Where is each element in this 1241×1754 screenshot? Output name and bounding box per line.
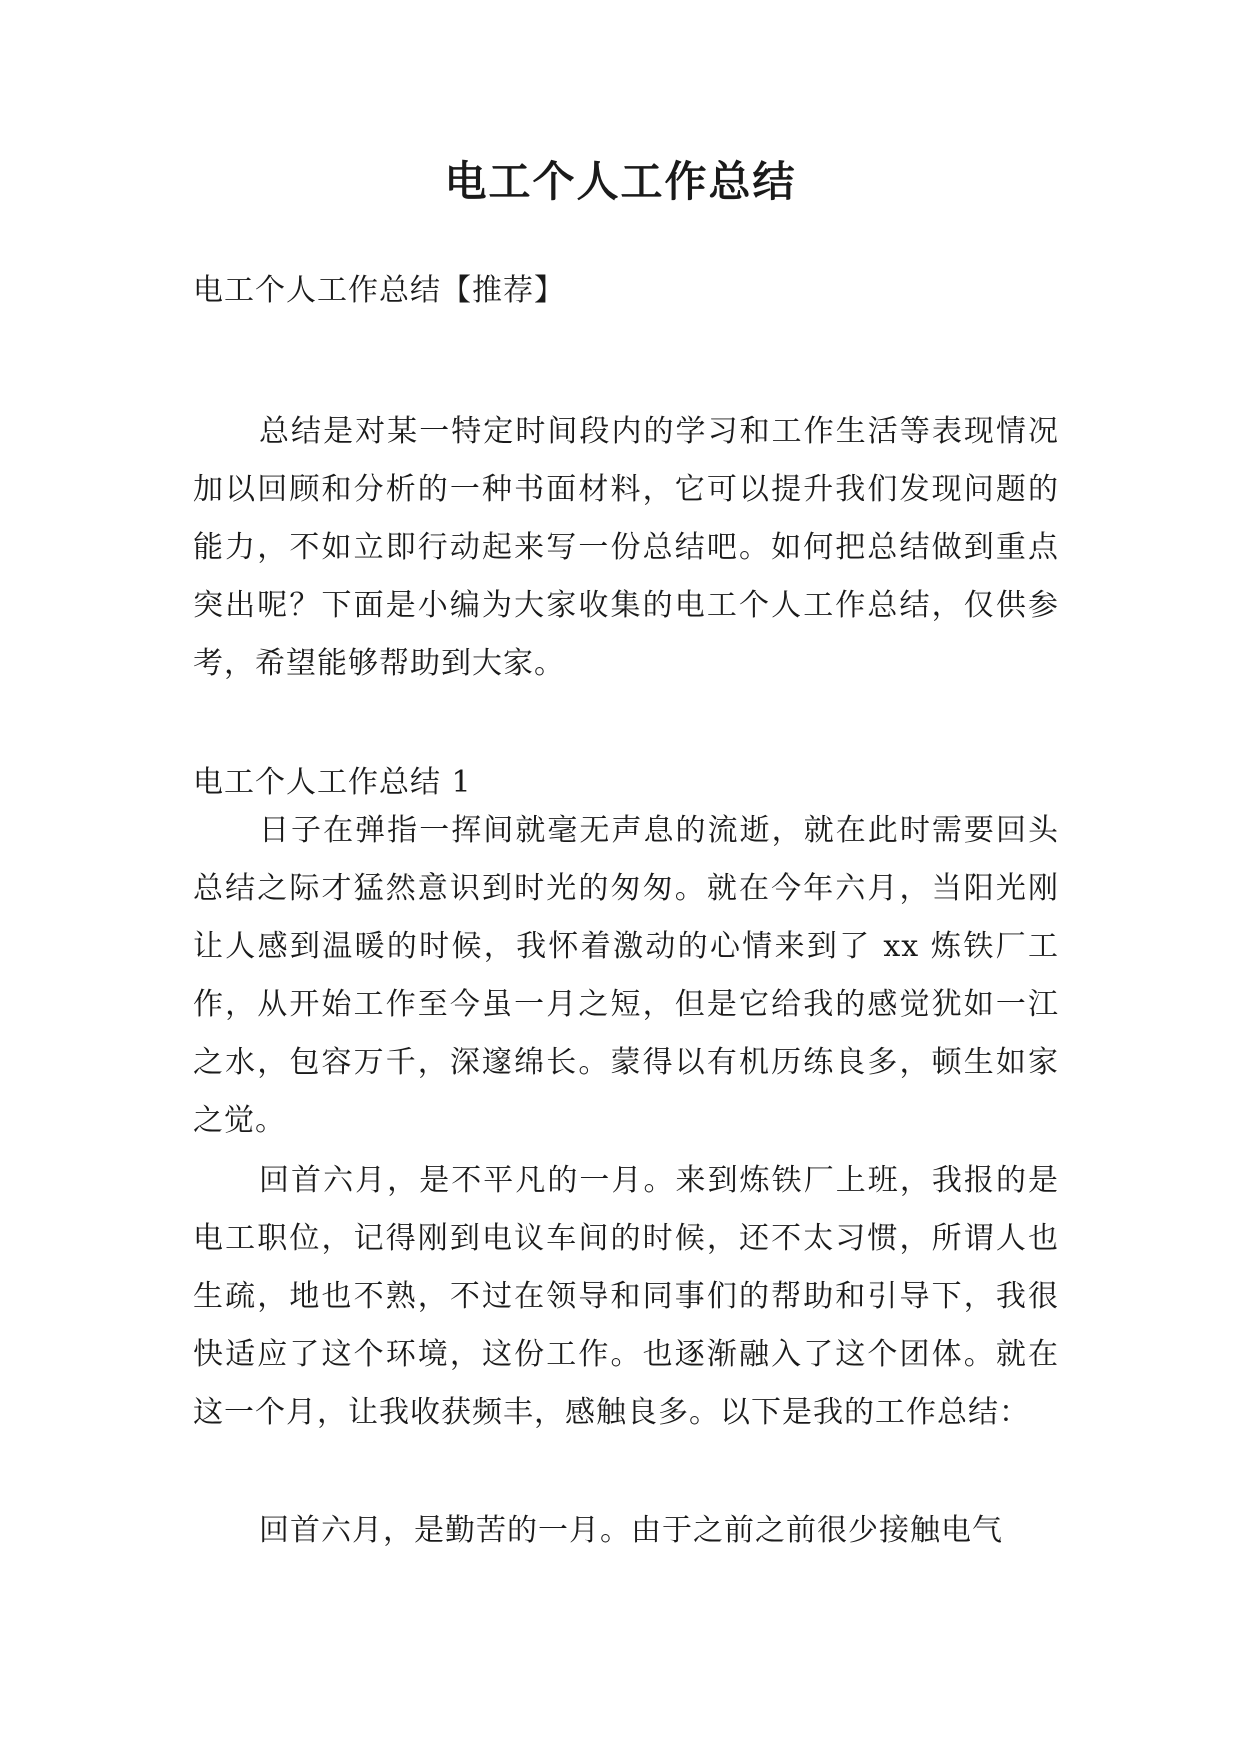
intro-paragraph: 总结是对某一特定时间段内的学习和工作生活等表现情况加以回顾和分析的一种书面材料，它可以提升我们发现问题的能力，不如立即行动起来写一份总结吧。如何把总结做到重点突出呢？下面是小编为大家收集的电工个人工作总结，仅供参考，希望能够帮助到大家。 bbox=[193, 414, 1059, 681]
body-paragraph: 回首六月，是不平凡的一月。来到炼铁厂上班，我报的是电工职位，记得刚到电议车间的时候，还不太习惯，所谓人也生疏，地也不熟，不过在领导和同事们的帮助和引导下，我很快适应了这个环境，这份工作。也逐渐融入了这个团体。就在这一个月，让我收获频丰，感触良多。以下是我的工作总结： bbox=[193, 1163, 1059, 1430]
document-title: 电工个人工作总结 bbox=[444, 157, 797, 206]
document-subtitle: 电工个人工作总结【推荐】 bbox=[193, 273, 565, 308]
body-paragraph: 日子在弹指一挥间就毫无声息的流逝，就在此时需要回头总结之际才猛然意识到时光的匆匆。就在今年六月，当阳光刚让人感到温暖的时候，我怀着激动的心情来到了 xx 炼铁厂工作，从开始工作至今虽一月之短，但是它给我的感觉犹如一江之水，包容万千，深邃绵长。蒙得以有机历练良多，顿生如家之觉。 bbox=[193, 813, 1059, 1138]
body-paragraph: 回首六月，是勤苦的一月。由于之前之前很少接触电气 bbox=[259, 1513, 1003, 1548]
section-heading: 电工个人工作总结 1 bbox=[193, 765, 472, 800]
